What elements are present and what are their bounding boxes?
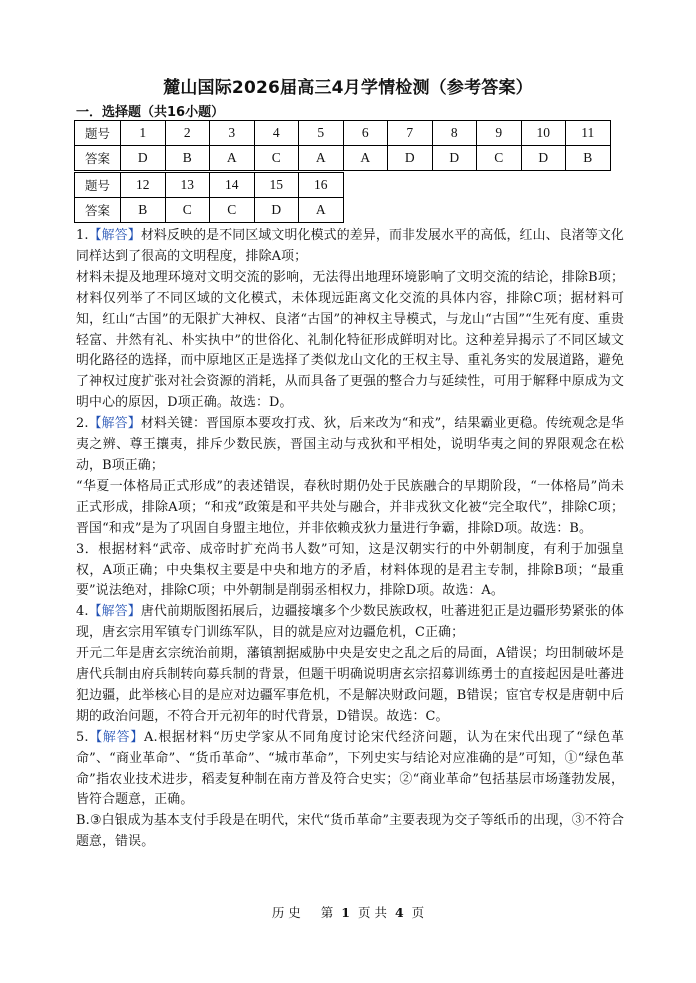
- question-number: 7: [388, 121, 433, 146]
- answer-cell: D: [388, 146, 433, 171]
- question-number: 9: [477, 121, 522, 146]
- table-row-numbers: [75, 173, 344, 198]
- paragraph-text: 3．根据材料“武帝、成帝时扩充尚书人数”可知，这是汉朝实行的中外朝制度，有利于加强皇权，A项正确；中央集权主要是中央和地方的矛盾，材料体现的是君主专制，排除B项；“最重要”说法绝对，排除C项；中外朝制是削弱丞相权力，排除D项。故选：A。: [76, 541, 624, 599]
- question-number: 4: [254, 121, 299, 146]
- question-number: 14: [210, 173, 255, 198]
- footer-page-number: 1: [341, 905, 350, 920]
- question-prefix: 5.: [76, 729, 89, 745]
- answer-cell: C: [254, 146, 299, 171]
- answer-cell: D: [432, 146, 477, 171]
- explanation-paragraph: [76, 644, 624, 728]
- table-row-answers: [75, 146, 611, 171]
- answer-table-1: [74, 120, 611, 171]
- page-footer: [0, 903, 696, 921]
- answer-cell: A: [210, 146, 255, 171]
- solution-tag: 【解答】: [88, 416, 141, 432]
- explanation-paragraph: [76, 811, 624, 853]
- paragraph-text: 材料未提及地理环境对文明交流的影响，无法得出地理环境影响了文明交流的结论，排除B项；材料仅列举了不同区域的文化模式，未体现远距离文化交流的具体内容，排除C项；据材料可知，红山“古国”的无限扩大神权、良渚“古国”的神权主导模式，与龙山“古国”“生死有度、重贵轻富、井然有礼、朴实执中”的世俗化、礼制化特征形成鲜明对比。这种差异揭示了不同区域文明化路径的选择，而中原地区正是选择了类似龙山文化的王权主导、重礼务实的发展道路，避免了神权过度扩张对社会资源的消耗，从而具备了更强的整合力与延续性，可用于解释中原成为文明中心的原因，D项正确。故选：D。: [76, 269, 624, 411]
- explanation-body: [76, 226, 624, 853]
- answer-cell: C: [165, 198, 210, 223]
- answer-cell: D: [254, 198, 299, 223]
- question-number: 13: [165, 173, 210, 198]
- question-prefix: 4.: [76, 604, 89, 620]
- explanation-paragraph: [76, 268, 624, 414]
- footer-subject: 历 史: [271, 905, 301, 920]
- footer-page-mid: 页 共: [357, 905, 387, 920]
- explanation-paragraph: [76, 602, 624, 644]
- question-number: 16: [299, 173, 344, 198]
- explanation-paragraph: [76, 226, 624, 268]
- footer-page-prefix: 第: [320, 905, 334, 920]
- question-number: 8: [432, 121, 477, 146]
- row-label-number: 题号: [75, 173, 121, 198]
- row-label-number: 题号: [75, 121, 121, 146]
- answer-cell: B: [121, 198, 166, 223]
- solution-tag: 【解答】: [88, 604, 141, 620]
- table-row-answers: [75, 198, 344, 223]
- answer-cell: B: [165, 146, 210, 171]
- footer-page-suffix: 页: [411, 905, 425, 920]
- question-number: 6: [343, 121, 388, 146]
- answer-cell: D: [521, 146, 566, 171]
- explanation-paragraph: [76, 728, 624, 812]
- question-prefix: 2.: [76, 416, 89, 432]
- paragraph-text: “华夏一体格局正式形成”的表述错误，春秋时期仍处于民族融合的早期阶段，“一体格局”尚未正式形成，排除A项；“和戎”政策是和平共处与融合，并非戎狄文化被“完全取代”，排除C项；晋国“和戎”是为了巩固自身盟主地位，并非依赖戎狄力量进行争霸，排除D项。故选：B。: [76, 478, 624, 536]
- solution-tag: 【解答】: [88, 228, 141, 243]
- answer-table-2: [74, 172, 344, 223]
- answer-cell: B: [566, 146, 611, 171]
- page-title: 麓山国际2026届高三4月学情检测（参考答案）: [163, 78, 533, 98]
- question-number: 15: [254, 173, 299, 198]
- question-number: 10: [521, 121, 566, 146]
- footer-page-total: 4: [394, 905, 404, 920]
- paragraph-text: 唐代前期版图拓展后，边疆接壤多个少数民族政权，吐蕃进犯正是边疆形势紧张的体现，唐玄宗用军镇专门训练军队，目的就是应对边疆危机，C正确；: [76, 604, 624, 641]
- question-number: 1: [121, 121, 166, 146]
- solution-tag: 【解答】: [88, 729, 144, 745]
- paragraph-text: 材料反映的是不同区域文明化模式的差异，而非发展水平的高低，红山、良渚等文化同样达到了很高的文明程度，排除A项；: [76, 228, 624, 264]
- paragraph-text: 开元二年是唐玄宗统治前期，藩镇割据威胁中央是安史之乱之后的局面，A错误；均田制破坏是唐代兵制由府兵制转向募兵制的背景，但题干明确说明唐玄宗招募训练勇士的直接起因是吐蕃进犯边疆，此举核心目的是应对边疆军事危机，不是解决财政问题，B错误；宦官专权是唐朝中后期的政治问题，不符合开元初年的时代背景，D错误。故选：C。: [76, 646, 624, 724]
- paragraph-text: 材料关键：晋国原本要攻打戎、狄，后来改为“和戎”，结果霸业更稳。传统观念是华夷之辨、尊王攘夷，排斥少数民族，晋国主动与戎狄和平相处，说明华夷之间的界限观念在松动，B项正确；: [76, 416, 624, 473]
- answer-cell: D: [121, 146, 166, 171]
- explanation-paragraph: [76, 414, 624, 477]
- explanation-paragraph: [76, 540, 624, 603]
- paragraph-text: B.③白银成为基本支付手段是在明代，宋代“货币革命”主要表现为交子等纸币的出现，③不符合题意，错误。: [76, 813, 624, 850]
- section-heading: 一．选择题（共16小题）: [76, 105, 225, 120]
- question-number: 5: [299, 121, 344, 146]
- question-number: 2: [165, 121, 210, 146]
- question-number: 3: [210, 121, 255, 146]
- question-prefix: 1.: [76, 228, 89, 243]
- row-label-answer: 答案: [75, 146, 121, 171]
- answer-cell: C: [477, 146, 522, 171]
- answer-cell: A: [299, 146, 344, 171]
- row-label-answer: 答案: [75, 198, 121, 223]
- table-row-numbers: [75, 121, 611, 146]
- answer-cell: A: [299, 198, 344, 223]
- answer-cell: A: [343, 146, 388, 171]
- question-number: 12: [121, 173, 166, 198]
- explanation-paragraph: [76, 477, 624, 540]
- paragraph-text: A.根据材料“历史学家从不同角度讨论宋代经济问题，认为在宋代出现了“绿色革命”、“商业革命”、“货币革命”、“城市革命”，下列史实与结论对应准确的是”可知，①“绿色革命”指农业技术进步，稻麦复种制在南方普及符合史实；②“商业革命”包括基层市场蓬勃发展，皆符合题意，正确。: [76, 729, 624, 808]
- answer-cell: C: [210, 198, 255, 223]
- question-number: 11: [566, 121, 611, 146]
